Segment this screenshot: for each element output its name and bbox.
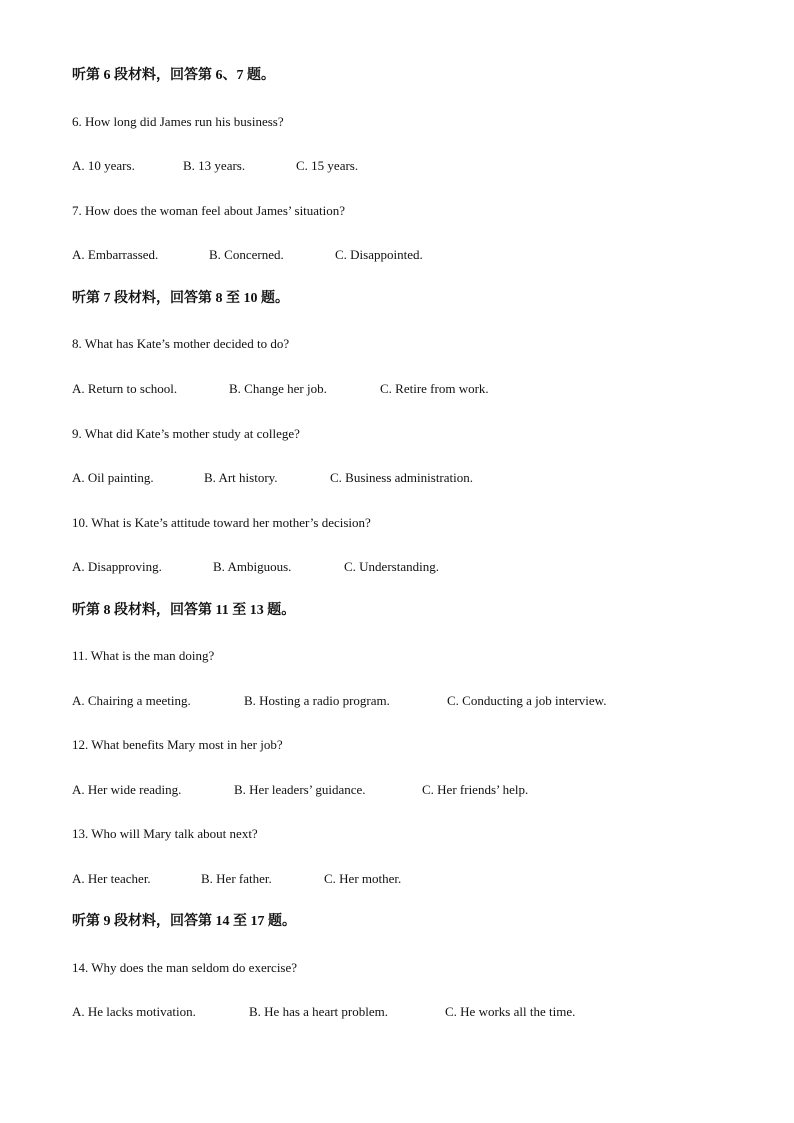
option-a: A. Her teacher. [72, 871, 151, 886]
option-b: B. Art history. [204, 470, 278, 485]
option-b: B. Ambiguous. [213, 559, 292, 574]
option-c: C. Understanding. [344, 559, 439, 574]
question-6: 6. How long did James run his business? [72, 114, 284, 129]
option-a: A. Oil painting. [72, 470, 154, 485]
option-c: C. Conducting a job interview. [447, 693, 607, 708]
question-10: 10. What is Kate’s attitude toward her mother’s decision? [72, 515, 371, 530]
option-c: C. Business administration. [330, 470, 473, 485]
section-heading-6: 听第 6 段材料，回答第 6、7 题。 [72, 68, 275, 83]
option-c: C. 15 years. [296, 158, 359, 173]
section-heading-9: 听第 9 段材料，回答第 14 至 17 题。 [72, 914, 296, 929]
question-8: 8. What has Kate’s mother decided to do? [72, 336, 290, 351]
option-a: A. He lacks motivation. [72, 1004, 196, 1019]
option-b: B. Change her job. [229, 381, 327, 396]
option-a: A. Chairing a meeting. [72, 693, 191, 708]
option-b: B. Her father. [201, 871, 272, 886]
option-c: C. Disappointed. [335, 247, 423, 262]
question-12: 12. What benefits Mary most in her job? [72, 737, 283, 752]
option-b: B. He has a heart problem. [249, 1004, 388, 1019]
question-14: 14. Why does the man seldom do exercise? [72, 960, 298, 975]
section-heading-7: 听第 7 段材料，回答第 8 至 10 题。 [72, 291, 289, 306]
option-b: B. Her leaders’ guidance. [234, 782, 366, 797]
section-heading-8: 听第 8 段材料，回答第 11 至 13 题。 [72, 603, 296, 618]
option-c: C. Her mother. [324, 871, 402, 886]
question-11: 11. What is the man doing? [72, 648, 215, 663]
question-7: 7. How does the woman feel about James’ situation? [72, 203, 346, 218]
option-b: B. Concerned. [209, 247, 284, 262]
option-b: B. 13 years. [183, 158, 246, 173]
option-c: C. Her friends’ help. [422, 782, 529, 797]
question-13: 13. Who will Mary talk about next? [72, 826, 258, 841]
option-a: A. Embarrassed. [72, 247, 159, 262]
option-a: A. Return to school. [72, 381, 178, 396]
option-a: A. Her wide reading. [72, 782, 182, 797]
option-a: A. Disapproving. [72, 559, 162, 574]
option-a: A. 10 years. [72, 158, 135, 173]
option-b: B. Hosting a radio program. [244, 693, 390, 708]
question-9: 9. What did Kate’s mother study at college? [72, 426, 300, 441]
option-c: C. He works all the time. [445, 1004, 576, 1019]
option-c: C. Retire from work. [380, 381, 489, 396]
